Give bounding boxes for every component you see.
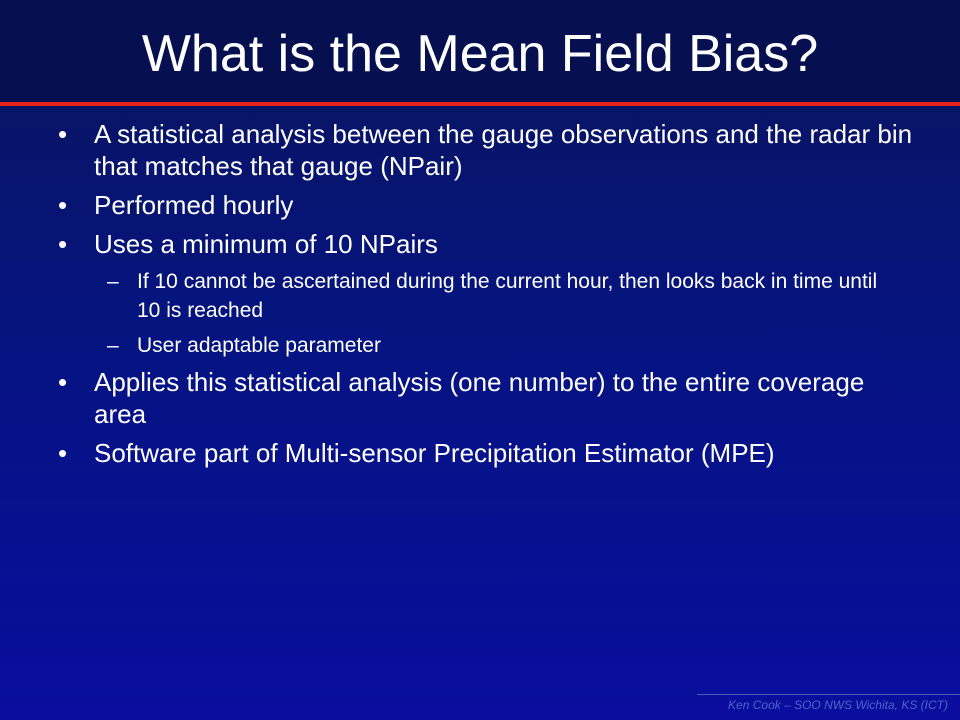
sub-bullet-marker: – [107,270,119,293]
bullet-marker: • [58,119,68,149]
bullet-text: Performed hourly [94,190,294,220]
sub-bullet-item [0,267,960,325]
bullet-text: Uses a minimum of 10 NPairs [94,229,438,259]
slide-content [0,118,960,476]
bullet-text: Software part of Multi-sensor Precipitation Estimator (MPE) [94,438,775,468]
bullet-item [0,366,960,430]
sub-bullet-text: User adaptable parameter [137,334,381,357]
sub-bullet-text: If 10 cannot be ascertained during the current hour, then looks back in time until 10 is reached [137,270,878,322]
slide-title: What is the Mean Field Bias? [141,25,819,83]
bullet-item [0,189,960,221]
bullet-marker: • [58,367,68,397]
bullet-item [0,437,960,469]
sub-bullet-marker: – [107,334,119,357]
title-divider [0,102,960,106]
bullet-marker: • [58,438,68,468]
bullet-text: A statistical analysis between the gauge observations and the radar bin that matches that gauge (NPair) [94,119,913,181]
bullet-text: Applies this statistical analysis (one number) to the entire coverage area [94,367,865,429]
sub-bullet-item [0,331,960,360]
bullet-marker: • [58,229,68,259]
bullet-item [0,228,960,260]
slide-footer: Ken Cook – SOO NWS Wichita, KS (ICT) [728,698,948,712]
footer-divider [697,694,960,695]
bullet-item [0,118,960,182]
bullet-marker: • [58,190,68,220]
